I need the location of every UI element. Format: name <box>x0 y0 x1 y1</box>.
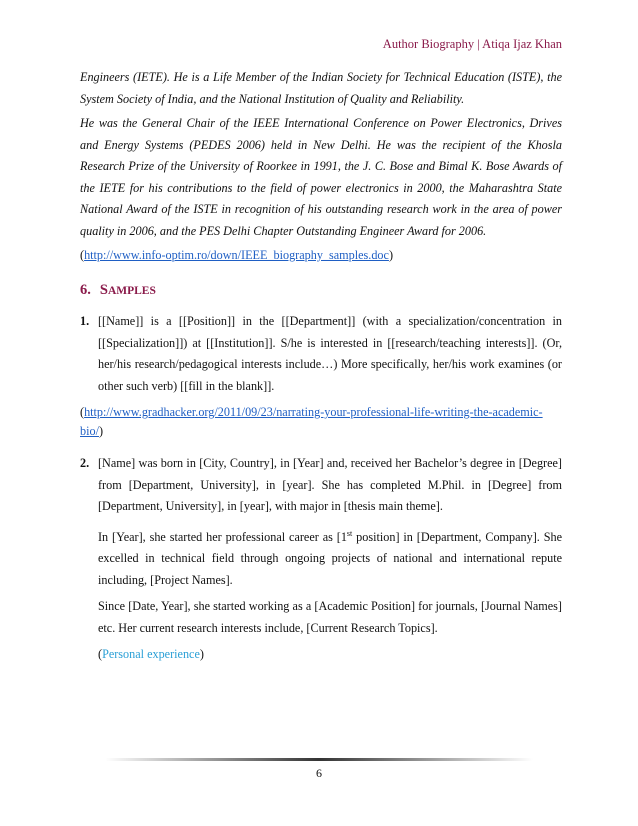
paragraph-awards: He was the General Chair of the IEEE International Conference on Power Electronics, Drives and Energy Systems (PEDES 2006) held in New Delhi. He was the recipient of the Khosla Research Prize of the University of Roorkee in 1991, the J. C. Bose and Bimal K. Bose Awards of the IETE for his contributions to the field of power electronics in 2000, the Maharashtra State National Award of the ISTE in recognition of his outstanding research work in the area of power quality in 2006, and the PES Delhi Chapter Outstanding Engineer Award for 2006. <box>80 116 562 238</box>
item-number: 2. <box>80 456 90 470</box>
ieee-samples-link[interactable]: http://www.info-optim.ro/down/IEEE_biography_samples.doc <box>84 248 389 262</box>
paragraph-iete-membership: Engineers (IETE). He is a Life Member of the Indian Society for Technical Education (ISTE), the System Society of India, and the National Institution of Quality and Reliability. <box>80 70 562 106</box>
gradhacker-link[interactable]: http://www.gradhacker.org/2011/09/23/narrating-your-professional-life-writing-the-academic-bio/ <box>80 405 543 438</box>
sample-2-text: [Name] was born in [City, Country], in [Year] and, received her Bachelor’s degree in [Degree] from [Department, University], in [year]. She has completed M.Phil. in [Degree] from [Department, University], in [year], with major in [thesis main theme]. <box>98 456 562 513</box>
item-number: 1. <box>80 314 90 328</box>
footer-divider <box>105 758 533 761</box>
sample-2-source: (Personal experience) <box>98 647 204 662</box>
sample-2-research-paragraph: Since [Date, Year], she started working as a [Academic Position] for journals, [Journal Names] etc. Her current research interests include, [Current Research Topics]. <box>98 599 562 635</box>
sample-item-1 <box>80 311 562 397</box>
section-title: SAMPLES <box>99 282 156 298</box>
reference-gradhacker: (http://www.gradhacker.org/2011/09/23/narrating-your-professional-life-writing-the-academic-bio/) <box>80 405 543 438</box>
reference-ieee-samples: (http://www.info-optim.ro/down/IEEE_biography_samples.doc) <box>80 248 393 262</box>
personal-experience-text: Personal experience <box>102 647 200 662</box>
sample-1-text: [[Name]] is a [[Position]] in the [[Department]] (with a specialization/concentration in [[Specialization]]) at [[Institution]]. S/he is interested in [[research/teaching interests]]. (Or, her/his research/pedagogical interests include…) More specifically, her/his work examines (or other such verb) [[fill in the blank]]. <box>98 314 562 393</box>
page-number: 6 <box>316 766 322 780</box>
sample-2-career-paragraph: In [Year], she started her professional career as [1st position] in [Department, Company]. She excelled in technical field through ongoing projects of national and international repute including, [Project Names]. <box>98 528 563 587</box>
section-heading-samples <box>80 282 562 299</box>
section-number: 6. <box>80 282 91 298</box>
running-header: Author Biography | Atiqa Ijaz Khan <box>382 37 562 51</box>
page-content <box>80 67 562 666</box>
sample-item-2 <box>80 453 562 518</box>
